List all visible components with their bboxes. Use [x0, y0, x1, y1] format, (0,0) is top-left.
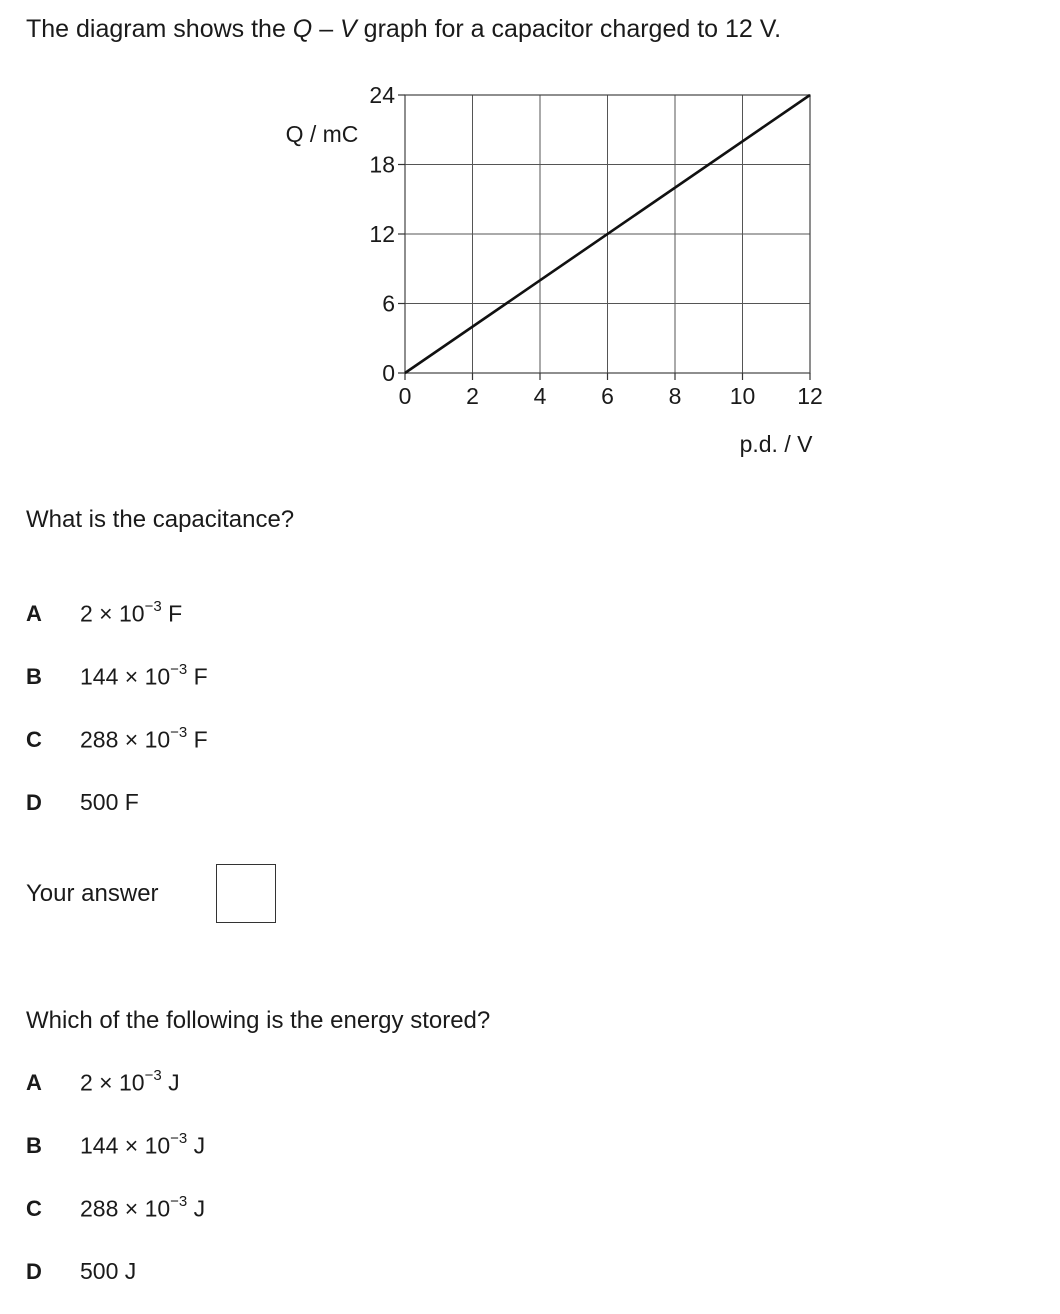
- q1-option-letter-d: D: [26, 790, 42, 815]
- q2-option-letter-c: C: [26, 1196, 42, 1221]
- intro-q-symbol: Q: [292, 15, 313, 43]
- q2-option-text-d: 500 J: [80, 1258, 137, 1284]
- x-tick-label: 8: [668, 383, 682, 409]
- q1-option-text-d: 500 F: [80, 789, 139, 815]
- x-tick-label: 6: [601, 383, 614, 409]
- x-tick-labels: [399, 383, 823, 409]
- intro-v-symbol: V: [340, 15, 357, 43]
- qv-graph: [0, 0, 1060, 470]
- x-tick-label: 10: [729, 383, 756, 409]
- x-tick-label: 2: [466, 383, 479, 409]
- y-axis-label: Q / mC: [285, 121, 359, 147]
- question2-prompt: Which of the following is the energy stored?: [26, 1007, 491, 1034]
- q2-option-letter-d: D: [26, 1259, 42, 1284]
- y-tick-label: 0: [382, 360, 395, 386]
- q1-option-text-b: $144 \times 10^{-3}$ F: [80, 661, 208, 690]
- intro-part2: graph for a capacitor charged to 12 V.: [356, 15, 782, 43]
- answer-input-box[interactable]: [216, 864, 276, 923]
- y-tick-label: 24: [369, 82, 395, 108]
- y-tick-labels: [369, 82, 395, 386]
- y-tick-label: 6: [382, 290, 395, 317]
- x-tick-label: 0: [398, 383, 412, 409]
- your-answer-label: Your answer: [26, 880, 159, 907]
- q1-option-letter-b: B: [26, 664, 42, 689]
- question1-prompt: What is the capacitance?: [26, 506, 295, 533]
- y-tick-label: 18: [369, 151, 395, 178]
- q1-option-text-a: $2 \times 10^{-3}$ F: [80, 598, 183, 627]
- intro-part1: The diagram shows the: [26, 15, 293, 43]
- x-axis-label: p.d. / V: [739, 431, 813, 457]
- q2-option-text-b: $144 \times 10^{-3}$ J: [80, 1130, 206, 1159]
- q2-option-letter-b: B: [26, 1133, 42, 1158]
- x-tick-label: 4: [533, 383, 547, 409]
- y-tick-label: 12: [369, 221, 395, 247]
- q1-option-letter-c: C: [26, 727, 42, 752]
- q2-option-text-c: $288 \times 10^{-3}$ J: [80, 1193, 206, 1222]
- q2-option-text-a: $2 \times 10^{-3}$ J: [80, 1067, 180, 1096]
- q1-option-letter-a: A: [26, 601, 42, 626]
- q1-option-text-c: $288 \times 10^{-3}$ F: [80, 724, 208, 753]
- q2-option-letter-a: A: [26, 1070, 42, 1095]
- intro-dash: –: [312, 15, 341, 43]
- x-tick-label: 12: [797, 383, 823, 409]
